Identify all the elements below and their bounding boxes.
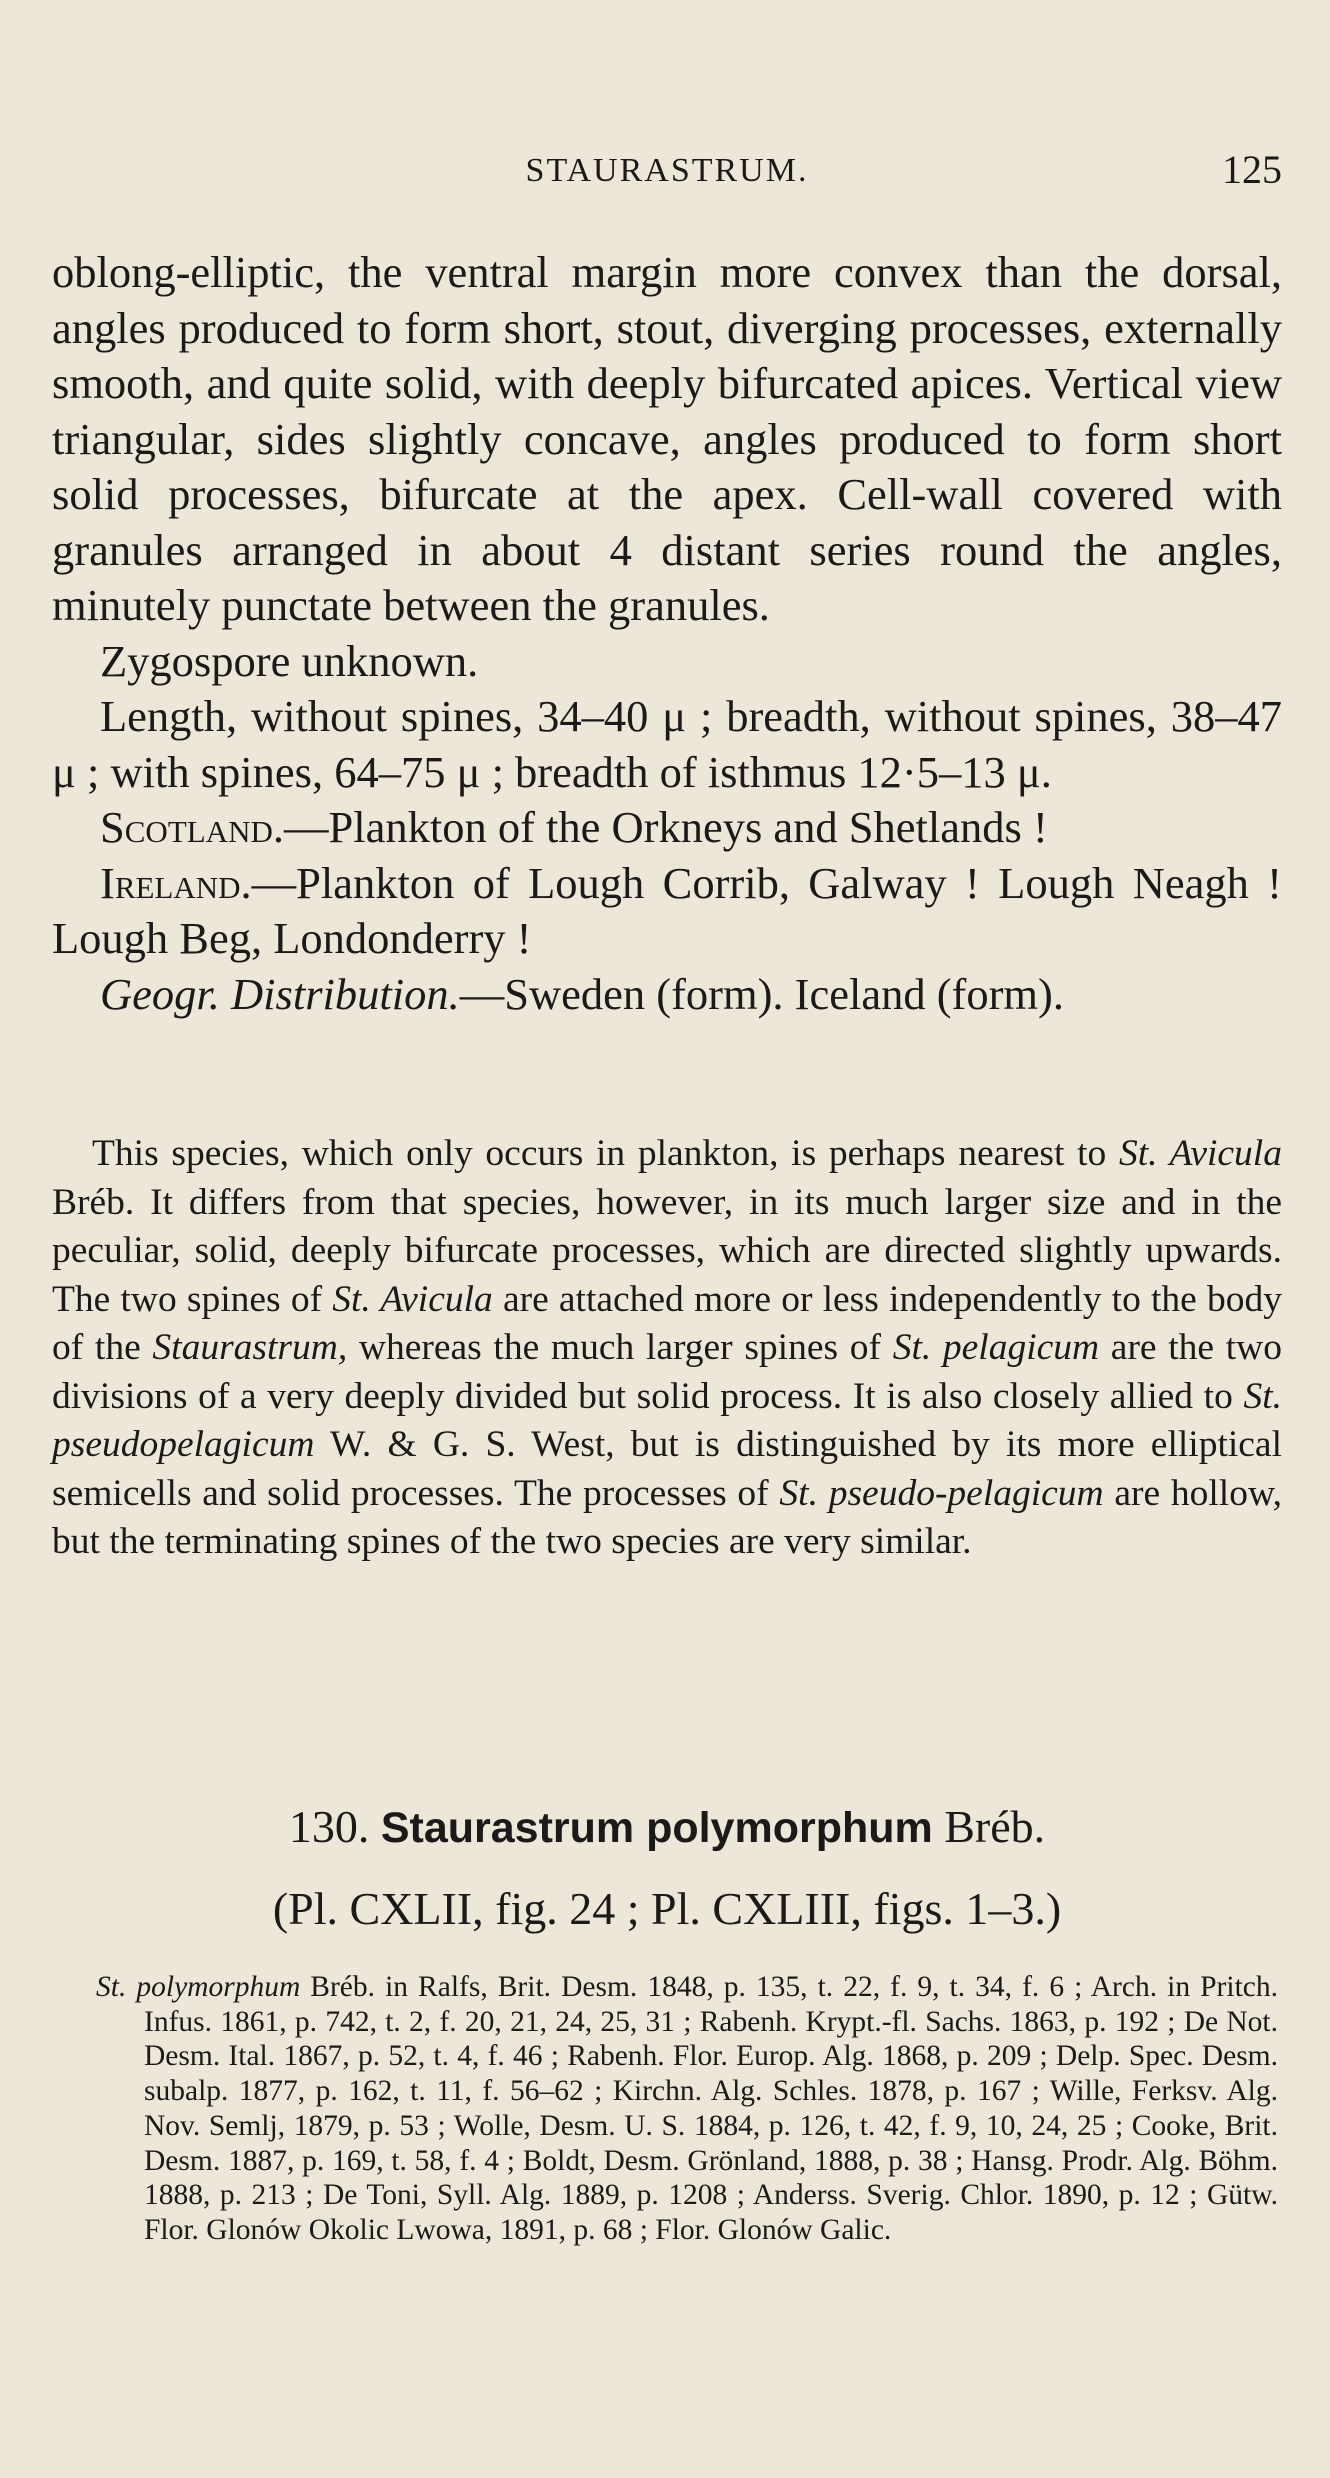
plate-references: (Pl. CXLII, fig. 24 ; Pl. CXLIII, figs. 1–3.) [272, 1883, 1062, 1934]
dimensions-paragraph: Length, without spines, 34–40 μ ; breadth, without spines, 38–47 μ ; with spines, 64–75 μ ; breadth of isthmus 12·5–13 μ. [52, 691, 1282, 797]
species-number: 130. [288, 1801, 370, 1852]
remarks-text: This species, which only occurs in plankton, is perhaps nearest to [92, 1133, 1119, 1174]
remarks-block [52, 1130, 1282, 1567]
species-description-block [52, 245, 1282, 1022]
taxon-name: St. Avicula [1118, 1133, 1282, 1174]
locality-label: Scotland. [100, 802, 284, 852]
species-name: Staurastrum polymorphum [380, 1804, 933, 1852]
locality-ireland [52, 856, 1282, 967]
taxon-name: St. pseudopelagicum [52, 1375, 1282, 1465]
remarks-text: Bréb. It differs from that species, however, in its much larger size and in the peculiar, solid, deeply bifurcate processes, which are directed slightly upwards. The two spines of [52, 1181, 1282, 1320]
species-author: Bréb. [944, 1801, 1046, 1852]
distribution-label: Geogr. Distribution. [100, 968, 460, 1019]
page-number: 125 [1222, 147, 1282, 192]
remarks-text: are attached more or less independently to the body of the [52, 1278, 1282, 1368]
remarks-text: are hollow, but the terminating spines of the two species are very similar. [52, 1472, 1282, 1562]
species-heading [52, 1800, 1282, 1853]
synonymy-text: Bréb. in Ralfs, Brit. Desm. 1848, p. 135, t. 22, f. 9, t. 34, f. 6 ; Arch. in Pritch. Infus. 1861, p. 742, t. 2, f. 20, 21, 24, 25, 31 ; Rabenh. Krypt.-fl. Sachs. 1863, p. 192 ; De Not. Desm. Ital. 1867, p. 52, t. 4, f. 46 ; Rabenh. Flor. Europ. Alg. 1868, p. 209 ; Delp. Spec. Desm. subalp. 1877, p. 162, t. 11, f. 56–62 ; Kirchn. Alg. Schles. 1878, p. 167 ; Wille, Ferksv. Alg. Nov. Semlj, 1879, p. 53 ; Wolle, Desm. U. S. 1884, p. 126, t. 42, f. 9, 10, 24, 25 ; Cooke, Brit. Desm. 1887, p. 169, t. 58, f. 4 ; Boldt, Desm. Grönland, 1888, p. 38 ; Hansg. Prodr. Alg. Böhm. 1888, p. 213 ; De Toni, Syll. Alg. 1889, p. 1208 ; Anderss. Sverig. Chlor. 1890, p. 12 ; Gütw. Flor. Glonów Okolic Lwowa, 1891, p. 68 ; Flor. Glonów Galic. [144, 1971, 1278, 2246]
locality-text: —Plankton of the Orkneys and Shetlands ! [283, 802, 1048, 852]
synonymy-block [96, 1970, 1278, 2248]
taxon-name: St. pseudo-pelagicum [779, 1472, 1104, 1514]
taxon-name: St. Avicula [332, 1278, 493, 1320]
locality-label: Ireland. [100, 857, 252, 908]
running-title: STAURASTRUM. [525, 152, 809, 189]
locality-scotland [52, 800, 1282, 856]
geographic-distribution [52, 967, 1282, 1023]
page-header [52, 147, 1282, 202]
remarks-text: whereas the much larger spines of [347, 1327, 893, 1368]
remarks-text: are the two divisions of a very deeply divided but solid process. It is also closely allied to [52, 1327, 1282, 1417]
locality-text: —Plankton of Lough Corrib, Galway ! Lough Neagh ! Lough Beg, Londonderry ! [52, 857, 1282, 963]
synonym-name: St. polymorphum [96, 1971, 301, 2003]
description-paragraph: oblong-elliptic, the ventral margin more convex than the dorsal, angles produced to form short, stout, diverging processes, externally smooth, and quite solid, with deeply bifurcated apices. Vertical view triangular, sides slightly concave, angles produced to form short solid processes, bifurcate at the apex. Cell-wall covered with granules arranged in about 4 distant series round the angles, minutely punctate between the granules. [52, 247, 1282, 630]
zygospore-line: Zygospore unknown. [100, 635, 479, 686]
remarks-paragraph [52, 1130, 1282, 1567]
taxon-name: Staurastrum, [152, 1327, 348, 1368]
remarks-text: W. & G. S. West, but is distinguished by its more elliptical semicells and solid processes. The processes of [52, 1424, 1282, 1514]
distribution-text: —Sweden (form). Iceland (form). [459, 968, 1064, 1019]
taxon-name: St. pelagicum [892, 1327, 1100, 1368]
